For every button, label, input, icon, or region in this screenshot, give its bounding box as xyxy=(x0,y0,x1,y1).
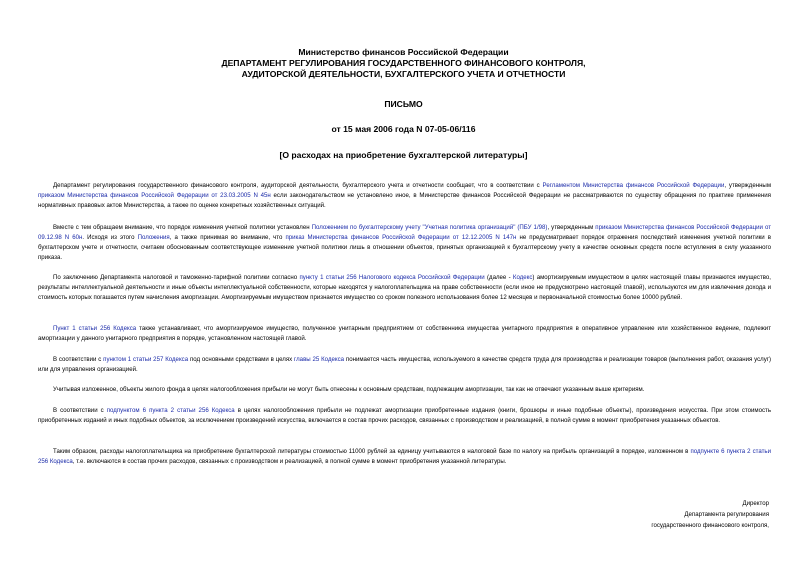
ministry-name: Министерство финансов Российской Федерации xyxy=(298,47,509,57)
paragraph-text: Департамент регулирования государственного финансового контроля, аудиторской деятельности, бухгалтерского учета и отчетности сообщает, что в соответствии с xyxy=(53,182,543,189)
paragraph-4 xyxy=(38,324,771,344)
link-order-45n[interactable]: приказом Министерства финансов Российской Федерации от 23.03.2005 N 45н xyxy=(38,192,271,199)
paragraph-text: в целях налогообложения прибыли не подлежат амортизации приобретенные издания (книги, брошюры и иные подобные объекты), произведения искусства. При этом стоимость приобретенных изданий и иных подобных объектов, за исключением произведений искусства, включается в состав прочих расходов, связанных с производством и реализацией, в полной сумме в момент приобретения указанных объектов. xyxy=(38,407,771,424)
link-order-60n[interactable]: приказом Министерства финансов Российской Федерации от 09.12.98 N 60н xyxy=(38,224,771,241)
paragraph-7 xyxy=(38,406,771,426)
paragraph-5 xyxy=(38,355,771,375)
link-article-257-p1[interactable]: пунктом 1 статьи 257 Кодекса xyxy=(103,356,189,363)
paragraph-1 xyxy=(38,181,771,211)
paragraph-2 xyxy=(38,223,771,263)
link-article-256-p1[interactable]: Пункт 1 статьи 256 Кодекса xyxy=(53,325,137,332)
paragraph-text: если законодательством не установлено иное, в Министерстве финансов Российской Федерации не рассматриваются по существу обращения по практике применения нормативных правовых актов Министерства, а также по оценке конкретных хозяйственных ситуаций. xyxy=(38,192,771,209)
department-name-line1: ДЕПАРТАМЕНТ РЕГУЛИРОВАНИЯ ГОСУДАРСТВЕННОГО ФИНАНСОВОГО КОНТРОЛЯ, xyxy=(221,58,586,68)
paragraph-text: По заключению Департамента налоговой и таможенно-тарифной политики согласно xyxy=(53,274,300,281)
signature-department: Департамента регулирования xyxy=(684,511,769,518)
link-polozhenie[interactable]: Положения xyxy=(137,234,170,241)
paragraph-text: (далее - xyxy=(484,274,513,281)
link-chapter-25[interactable]: главы 25 Кодекса xyxy=(294,356,345,363)
paragraph-text: понимается часть имущества, используемого в качестве средств труда для производства и реализации товаров (выполнения работ, оказания услуг) или для управления организацией. xyxy=(38,356,771,373)
paragraph-text: В соответствии с xyxy=(53,407,107,414)
paragraph-6 xyxy=(38,385,771,395)
paragraph-text: также устанавливает, что амортизируемое имущество, полученное унитарным предприятием от собственника имущества унитарного предприятия в оперативное управление или хозяйственное ведение, подлежит амортизации у данного унитарного предприятия в порядке, установленном настоящей главой. xyxy=(38,325,771,342)
link-article-256-p2-sp6-ref[interactable]: подпункте 6 пункта 2 статьи 256 Кодекса xyxy=(38,448,771,465)
paragraph-text: , утвержденным xyxy=(724,182,772,189)
paragraph-text: . Исходя из этого xyxy=(82,234,138,241)
paragraph-text: Учитывая изложенное, объекты жилого фонда в целях налогообложения прибыли не могут быть отнесены к основным средствам, подлежащим амортизации, так как не отвечают указанным выше критериям. xyxy=(53,386,645,393)
department-name-line2: АУДИТОРСКОЙ ДЕЯТЕЛЬНОСТИ, БУХГАЛТЕРСКОГО УЧЕТА И ОТЧЕТНОСТИ xyxy=(241,69,566,79)
document-date-number: от 15 мая 2006 года N 07-05-06/116 xyxy=(331,124,476,134)
link-article-256-p2-sp6[interactable]: подпунктом 6 пункта 2 статьи 256 Кодекса xyxy=(106,407,235,414)
paragraph-text: под основными средствами в целях xyxy=(188,356,295,363)
signature-title: Директор xyxy=(742,500,769,507)
link-kodeks[interactable]: Кодекс xyxy=(512,274,533,281)
link-pbu-1-98[interactable]: Положением по бухгалтерскому учету "Учетная политика организаций" (ПБУ 1/98) xyxy=(311,224,548,231)
link-order-147n[interactable]: приказ Министерства финансов Российской Федерации от 12.12.2005 N 147н xyxy=(285,234,517,241)
link-reglament[interactable]: Регламентом Министерства финансов Российской Федерации xyxy=(542,182,725,189)
paragraph-text: , утвержденным xyxy=(547,224,596,231)
paragraph-8 xyxy=(38,447,771,467)
document-subject: [О расходах на приобретение бухгалтерской литературы] xyxy=(279,150,528,160)
paragraph-text: , т.е. включаются в состав прочих расходов, связанных с производством и реализацией, в полной сумме в момент приобретения указанной литературы. xyxy=(72,458,507,465)
paragraph-text: не предусматривает порядок отражения последствий изменения учетной политики в бухгалтерском учете и отчетности, считаем обоснованным соответствующее изменение учетной политики лишь в отношении объектов, принятых организацией к бухгалтерскому учету в качестве основных средств после вступления в силу указанного приказа. xyxy=(38,234,771,261)
paragraph-text: ) амортизируемым имуществом в целях настоящей главы признаются имущество, результаты интеллектуальной деятельности и иные объекты интеллектуальной собственности, которые находятся у налогоплательщика на праве собственности (если иное не предусмотрено настоящей главой), используются им для извлечения дохода и стоимость которых погашается путем начисления амортизации. Амортизируемым имуществом признается имущество со сроком полезного использования более 12 месяцев и первоначальной стоимостью более 10000 рублей. xyxy=(38,274,771,301)
paragraph-text: Вместе с тем обращаем внимание, что порядок изменения учетной политики установлен xyxy=(53,224,312,231)
link-article-256-p1-tax-code[interactable]: пункту 1 статьи 256 Налогового кодекса Российской Федерации xyxy=(299,274,485,281)
paragraph-text: В соответствии с xyxy=(53,356,104,363)
paragraph-3 xyxy=(38,273,771,303)
paragraph-text: Таким образом, расходы налогоплательщика на приобретение бухгалтерской литературы стоимостью 11000 рублей за единицу учитываются в налоговой базе по налогу на прибыль организаций в порядке, изложенном в xyxy=(53,448,691,455)
paragraph-text: , а также принимая во внимание, что xyxy=(169,234,286,241)
signature-department-cont: государственного финансового контроля, xyxy=(651,522,769,529)
document-type: ПИСЬМО xyxy=(384,99,423,109)
